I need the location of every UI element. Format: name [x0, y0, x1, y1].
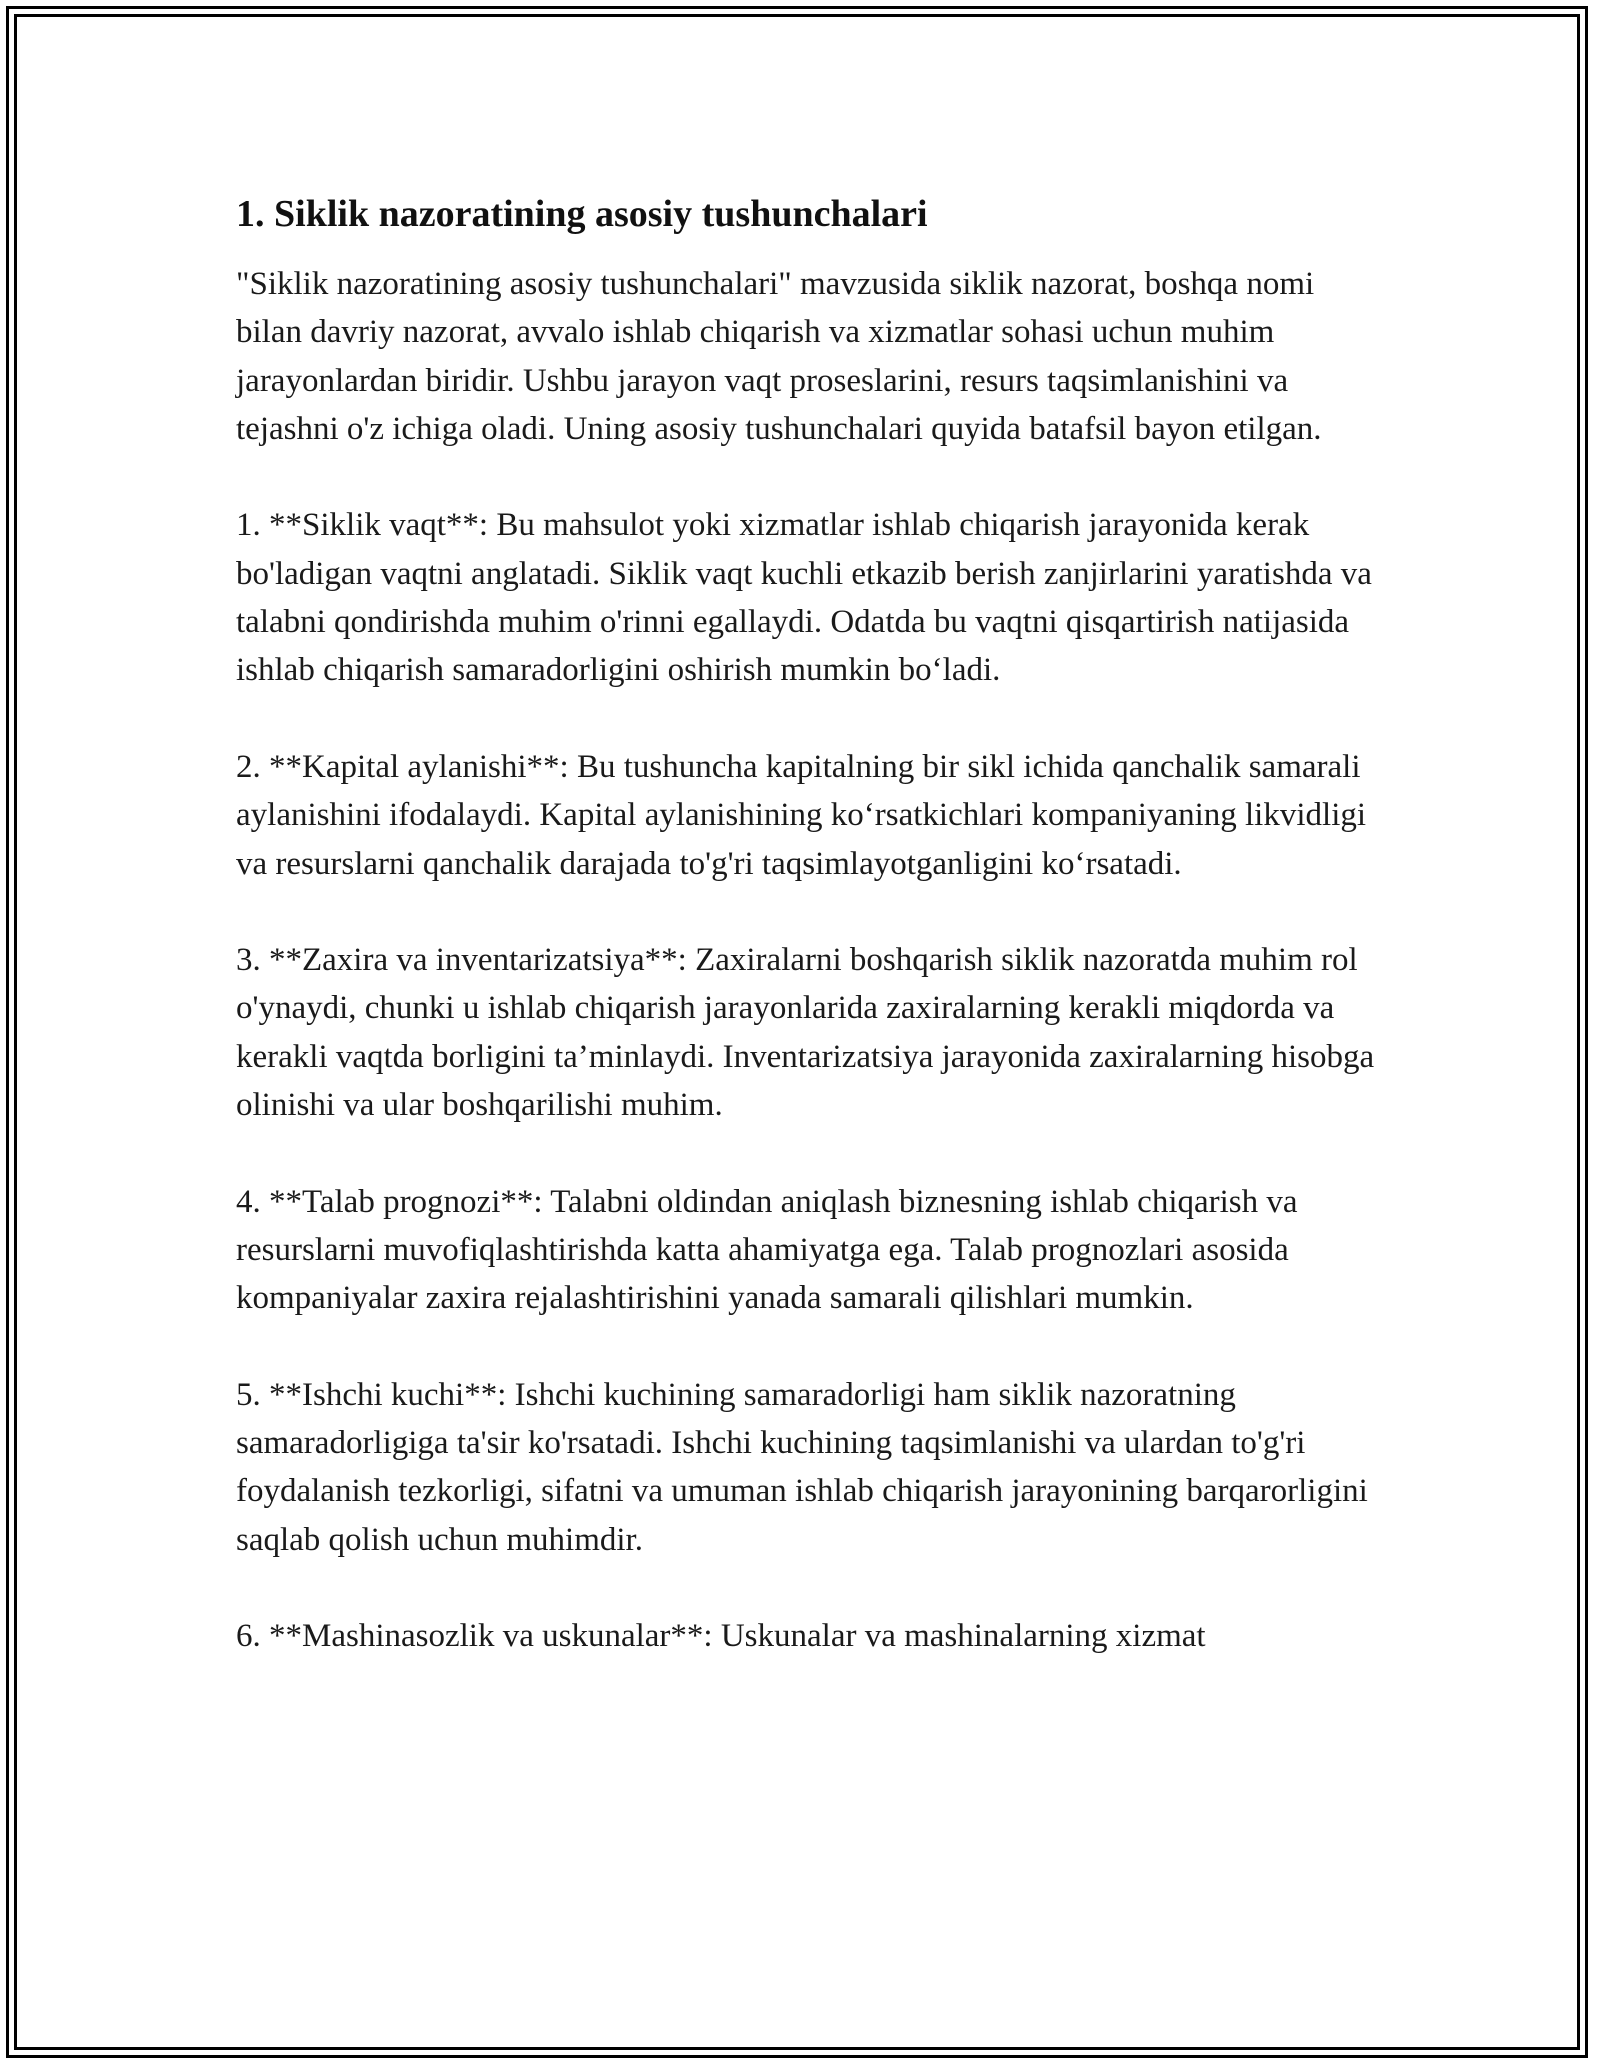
paragraph-ishchi-kuchi: 5. **Ishchi kuchi**: Ishchi kuchining samaradorligi ham siklik nazoratning samaradorligiga ta'sir ko'rsatadi. Ishchi kuchining taqsimlanishi va ulardan to'g'ri foydalanish tezkorligi, sifatni va umuman ishlab chiqarish jarayonining barqarorligini saqlab qolish uchun muhimdir.	[236, 1376, 1368, 1558]
paragraph-kapital-aylanishi: 2. **Kapital aylanishi**: Bu tushuncha kapitalning bir sikl ichida qanchalik samarali aylanishini ifodalaydi. Kapital aylanishining ko‘rsatkichlari kompaniyaning likvidligi va resurslarni qanchalik darajada to'g'ri taqsimlayotganligini ko‘rsatadi.	[236, 748, 1367, 882]
intro-paragraph: "Siklik nazoratining asosiy tushunchalari" mavzusida siklik nazorat, boshqa nomi bilan davriy nazorat, avvalo ishlab chiqarish va xizmatlar sohasi uchun muhim jarayonlardan biridir. Ushbu jarayon vaqt proseslarini, resurs taqsimlanishini va tejashni o'z ichiga oladi. Uning asosiy tushunchalari quyida batafsil bayon etilgan.	[236, 266, 1322, 447]
paragraph-mashinasozlik: 6. **Mashinasozlik va uskunalar**: Uskunalar va mashinalarning xizmat	[236, 1618, 1206, 1655]
paragraph-siklik-vaqt: 1. **Siklik vaqt**: Bu mahsulot yoki xizmatlar ishlab chiqarish jarayonida kerak bo'ladigan vaqtni anglatadi. Siklik vaqt kuchli etkazib berish zanjirlarini yaratishda va talabni qondirishda muhim o'rinni egallaydi. Odatda bu vaqtni qisqartirish natijasida ishlab chiqarish samaradorligini oshirish mumkin bo‘ladi.	[236, 507, 1372, 689]
document-title: 1. Siklik nazoratining asosiy tushunchalari	[236, 193, 928, 235]
document-body	[236, 188, 1386, 1709]
paragraph-talab-prognozi: 4. **Talab prognozi**: Talabni oldindan aniqlash biznesning ishlab chiqarish va resurslarni muvofiqlashtirishda katta ahamiyatga ega. Talab prognozlari asosida kompaniyalar zaxira rejalashtirishini yanada samarali qilishlari mumkin.	[236, 1183, 1298, 1317]
paragraph-zaxira-inventarizatsiya: 3. **Zaxira va inventarizatsiya**: Zaxiralarni boshqarish siklik nazoratda muhim rol o'ynaydi, chunki u ishlab chiqarish jarayonlarida zaxiralarning kerakli miqdorda va kerakli vaqtda borligini ta’minlaydi. Inventarizatsiya jarayonida zaxiralarning hisobga olinishi va ular boshqarilishi muhim.	[236, 942, 1375, 1124]
